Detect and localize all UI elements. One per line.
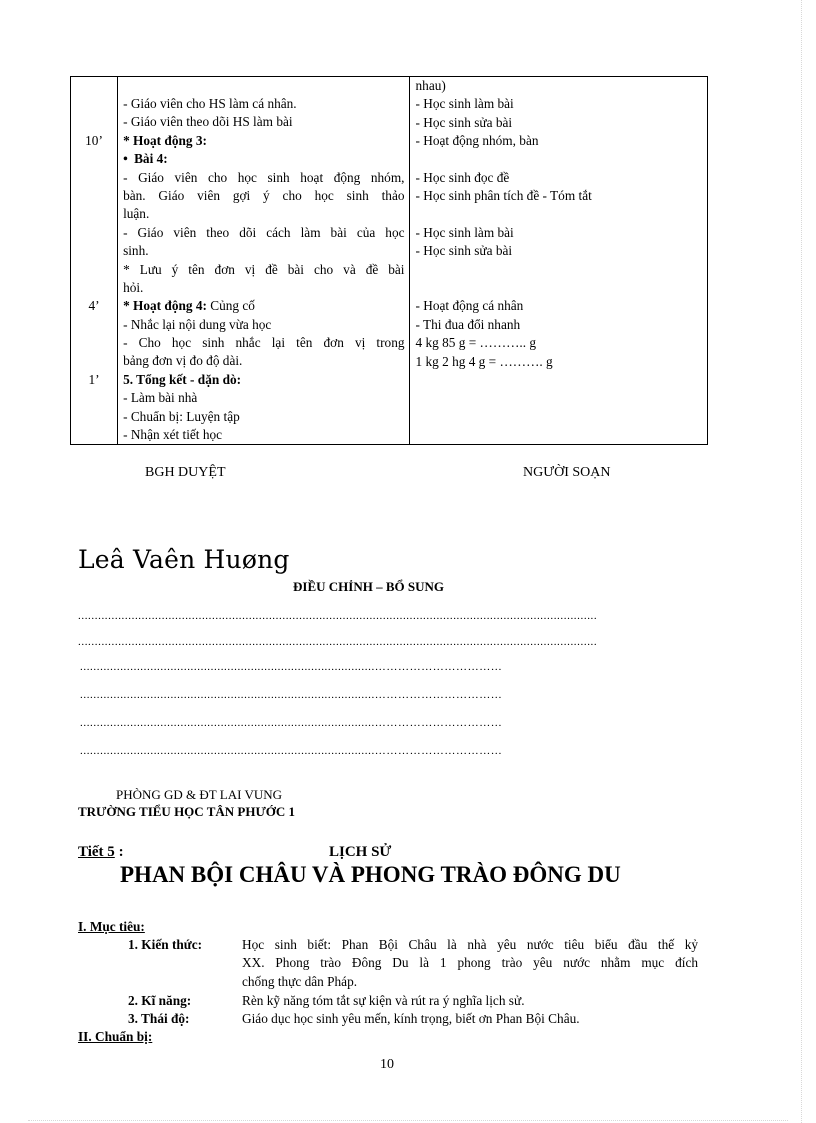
teacher-line: - Chuẩn bị: Luyện tập xyxy=(123,408,240,424)
student-activities-column xyxy=(409,77,707,445)
summary-heading: 5. Tổng kết - dặn dò: xyxy=(123,371,242,387)
dotted-line: ........................................................................................................................................................... xyxy=(78,610,598,622)
student-line: nhau) xyxy=(415,78,446,93)
author-label: NGƯỜI SOẠN xyxy=(523,465,611,480)
page-edge xyxy=(801,0,802,1123)
student-line: - Thi đua đổi nhanh xyxy=(415,317,521,332)
objective-line: Học sinh biết: Phan Bội Châu là nhà yêu nước tiêu biểu đầu thế kỷ xyxy=(242,937,698,952)
page-number: 10 xyxy=(380,1057,394,1072)
student-line: - Học sinh đọc đề xyxy=(415,170,510,185)
student-line: - Hoạt động nhóm, bàn xyxy=(415,133,539,148)
teacher-line: - Cho học sinh nhắc lại tên đơn vị trong xyxy=(123,335,405,351)
objectives-heading: I. Mục tiêu: xyxy=(78,919,145,934)
page-edge xyxy=(28,1120,788,1121)
objective-label: 3. Thái độ: xyxy=(128,1011,190,1026)
teacher-line: bàn. Giáo viên gợi ý cho học sinh thảo xyxy=(123,187,405,203)
objective-text xyxy=(242,936,698,991)
activity-heading: * Hoạt động 3: xyxy=(123,132,207,148)
teacher-line: * Lưu ý tên đơn vị đề bài cho và đề bài xyxy=(123,261,405,277)
dotted-line: ........................................................................................…………………………… xyxy=(80,717,503,729)
school-name: TRƯỜNG TIỂU HỌC TÂN PHƯỚC 1 xyxy=(78,804,296,819)
teacher-line: - Giáo viên theo dõi cách làm bài của học xyxy=(123,224,405,240)
student-line: - Học sinh làm bài xyxy=(415,96,514,111)
dotted-line: ........................................................................................…………………………… xyxy=(80,661,503,673)
student-line: - Học sinh sửa bài xyxy=(415,243,513,258)
teacher-line: sinh. xyxy=(123,243,149,259)
exercise-line: 4 kg 85 g = ……….. g xyxy=(415,335,537,350)
exercise-line: 1 kg 2 hg 4 g = ………. g xyxy=(415,354,553,369)
teacher-line: bảng đơn vị đo độ dài. xyxy=(123,353,243,369)
objective-label: 2. Kĩ năng: xyxy=(128,993,192,1008)
teacher-line: hỏi. xyxy=(123,279,144,295)
student-line: - Học sinh phân tích đề - Tóm tắt xyxy=(415,188,592,203)
lesson-label: Tiết 5 : xyxy=(78,844,124,860)
teacher-line: luận. xyxy=(123,206,150,222)
dotted-line: ........................................................................................…………………………… xyxy=(80,745,503,757)
teacher-line: - Làm bài nhà xyxy=(123,390,198,406)
department-name: PHÒNG GD & ĐT LAI VUNG xyxy=(116,787,282,802)
student-line: - Học sinh làm bài xyxy=(415,225,514,240)
objective-line: chống thực dân Pháp. xyxy=(242,973,358,989)
teacher-line: - Nhắc lại nội dung vừa học xyxy=(123,316,272,332)
approval-label: BGH DUYỆT xyxy=(145,465,226,480)
teacher-line: - Giáo viên cho HS làm cá nhân. xyxy=(123,96,297,111)
subject-title: LỊCH SỬ xyxy=(329,844,392,860)
bullet-icon: • xyxy=(123,151,128,167)
table-row xyxy=(71,77,708,445)
exercise-heading: • Bài 4: xyxy=(123,150,404,168)
time-mark: 4’ xyxy=(88,298,100,313)
time-column xyxy=(71,77,118,445)
dotted-line: ........................................................................................................................................................... xyxy=(78,636,598,648)
objective-line: XX. Phong trào Đông Du là 1 phong trào yêu nước nhằm mục đích xyxy=(242,955,698,971)
preparation-heading: II. Chuẩn bị: xyxy=(78,1029,153,1044)
activity-heading: * Hoạt động 4: Củng cố xyxy=(123,298,255,314)
objective-label: 1. Kiến thức: xyxy=(128,937,203,952)
teacher-line: - Giáo viên theo dõi HS làm bài xyxy=(123,114,293,130)
objective-line: Rèn kỹ năng tóm tắt sự kiện và rút ra ý nghĩa lịch sử. xyxy=(242,993,525,1008)
dotted-line: ........................................................................................…………………………… xyxy=(80,689,503,701)
time-mark: 1’ xyxy=(88,372,100,387)
student-line: - Hoạt động cá nhân xyxy=(415,298,524,313)
author-name: Leâ Vaên Huøng xyxy=(78,545,290,574)
time-mark: 10’ xyxy=(85,133,103,148)
objective-line: Giáo dục học sinh yêu mến, kính trọng, biết ơn Phan Bội Châu. xyxy=(242,1011,580,1026)
adjustment-heading: ĐIỀU CHỈNH – BỔ SUNG xyxy=(293,579,444,594)
teacher-activities-column xyxy=(118,77,409,445)
teacher-line: - Giáo viên cho học sinh hoạt động nhóm, xyxy=(123,169,405,185)
lesson-title: PHAN BỘI CHÂU VÀ PHONG TRÀO ĐÔNG DU xyxy=(120,862,621,887)
lesson-plan-table xyxy=(70,76,708,445)
student-line: - Học sinh sửa bài xyxy=(415,115,513,130)
teacher-line: - Nhận xét tiết học xyxy=(123,427,223,443)
